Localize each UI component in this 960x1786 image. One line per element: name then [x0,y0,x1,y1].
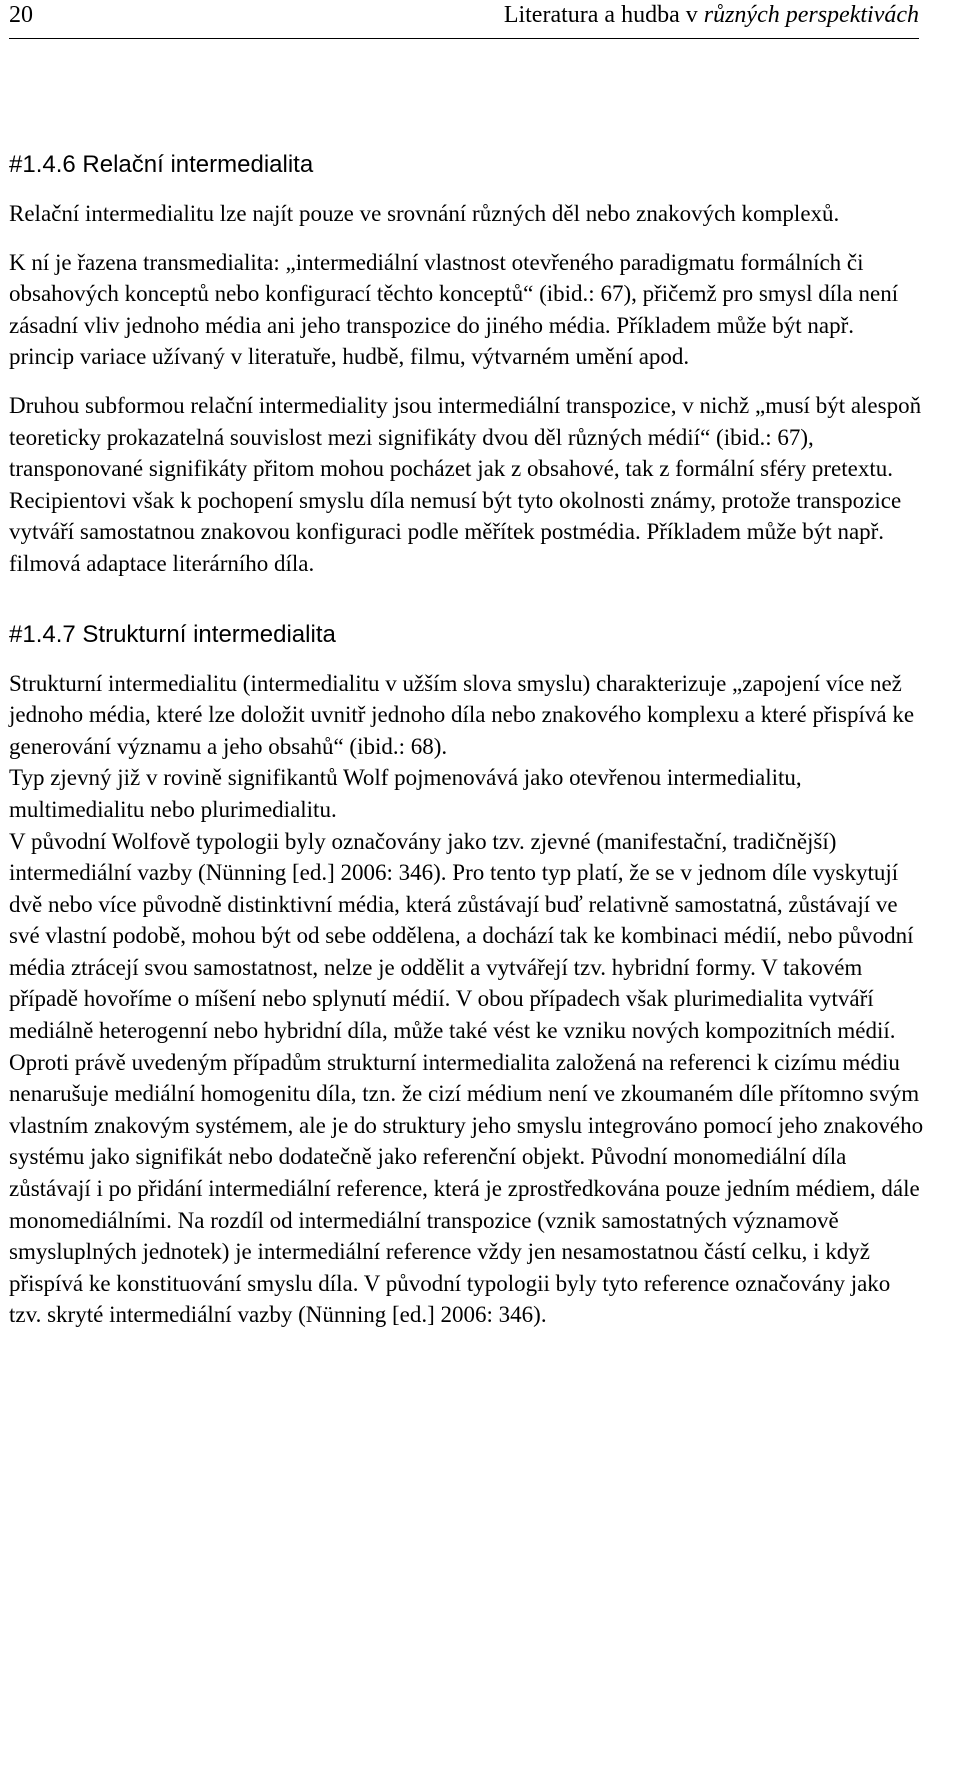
running-head [504,0,919,30]
running-head-prefix: Literatura a hudba v [503,2,704,28]
section-heading-relacni: #1.4.6 Relační intermedialita [9,151,314,178]
page-number: 20 [9,2,33,28]
header-rule [9,38,919,39]
paragraph: Oproti právě uvedeným případům strukturní intermedialita založená na referenci k cizímu médiu nenarušuje mediální homogenitu díla, tzn. že cizí médium není ve zkoumaném díle přítomno svým vlastním znakovým systémem, ale je do struktury jeho smyslu integrováno pomocí jeho znakového systému jako signifikát nebo dodatečně jako referenční objekt. Původní monomediální díla zůstávají i po přidání intermediální reference, která je zprostředkována pouze jedním médiem, dále monomediálními. Na rozdíl od intermediální transpozice (vznik samostatných významově smysluplných jednotek) je intermediální reference vždy jen nesamostatnou částí celku, i když přispívá ke konstituování smyslu díla. V původní typologii byly tyto reference označovány jako tzv. skryté intermediální vazby (Nünning [ed.] 2006: 346). [9,1049,924,1328]
page-header [0,0,960,40]
paragraph: K ní je řazena transmedialita: „intermediální vlastnost otevřeného paradigmatu formálních či obsahových konceptů nebo konfigurací těchto konceptů“ (ibid.: 67), přičemž pro smysl díla není zásadní vliv jednoho média ani jeho transpozice do jiného média. Příkladem může být např. princip variace užívaný v literatuře, hudbě, filmu, výtvarném umění apod. [9,249,899,370]
paragraph: Druhou subformou relační intermediality jsou intermediální transpozice, v nichž „musí být alespoň teoreticky prokazatelná souvislost mezi signifikáty dvou děl různých médií“ (ibid.: 67), transponované signifikáty přitom mohou pocházet jak z obsahové, tak z formální sféry pretextu. Recipientovi však k pochopení smyslu díla nemusí být tyto okolnosti známy, protože transpozice vytváří samostatnou znakovou konfiguraci podle měřítek postmédia. Příkladem může být např. filmová adaptace literárního díla. [9,392,922,576]
paragraph: V původní Wolfově typologii byly označovány jako tzv. zjevné (manifestační, tradičnější) intermediální vazby (Nünning [ed.] 2006: 346). Pro tento typ platí, že se v jednom díle vyskytují dvě nebo více původně distinktivní média, která zůstávají buď relativně samostatná, zůstávají ve své vlastní podobě, mohou být od sebe oddělena, a dochází tak ke kombinaci médií, nebo původní média ztrácejí svou samostatnost, nelze je oddělit a vytvářejí tzv. hybridní formy. V takovém případě hovoříme o míšení nebo splynutí médií. V obou případech však plurimedialita vytváří mediálně heterogenní nebo hybridní díla, může také vést ke vzniku nových kompozitních médií. [9,828,914,1044]
paragraph: Strukturní intermedialitu (intermedialitu v užším slova smyslu) charakterizuje „zapojení více než jednoho média, které lze doložit uvnitř jednoho díla nebo znakového komplexu a které přispívá ke generování významu a jeho obsahů“ (ibid.: 68). [9,670,915,759]
paragraph: Relační intermedialitu lze najít pouze ve srovnání různých děl nebo znakových komplexů. [9,201,840,226]
document-body [9,150,924,1331]
section-heading-strukturni: #1.4.7 Strukturní intermedialita [9,620,336,648]
paragraph: Typ zjevný již v rovině signifikantů Wolf pojmenovává jako otevřenou intermedialitu, multimedialitu nebo plurimedialitu. [9,765,802,822]
running-head-italic: různých perspektivách [703,2,919,28]
